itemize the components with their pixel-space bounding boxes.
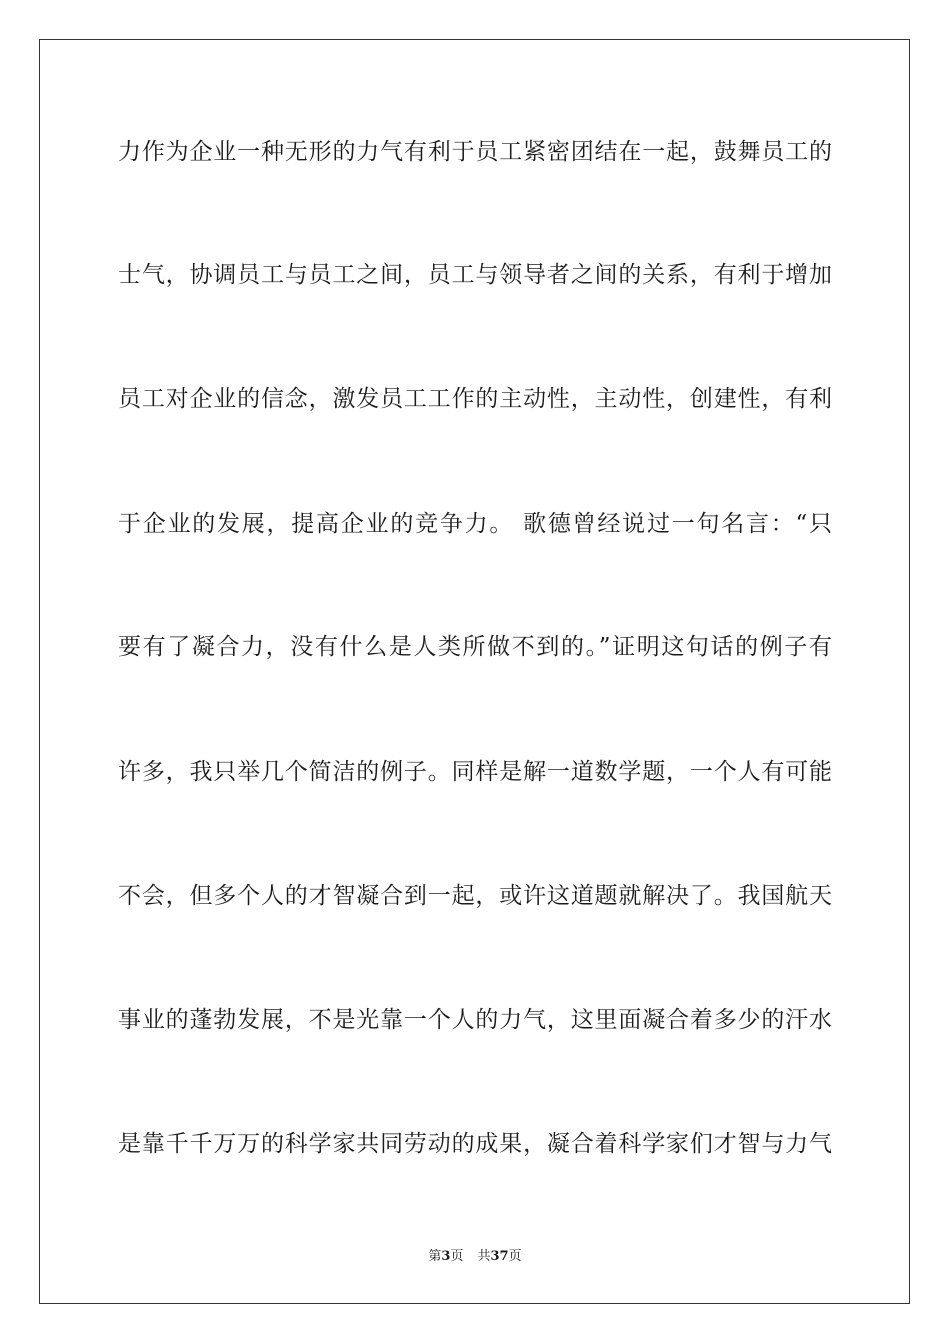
page-border: [39, 39, 910, 1304]
body-text-line: 许多，我只举几个简洁的例子。同样是解一道数学题，一个人有可能: [118, 759, 832, 785]
page-footer: [0, 1245, 950, 1264]
total-suffix: 页: [508, 1249, 522, 1264]
body-text-line: 要有了凝合力，没有什么是人类所做不到的。”证明这句话的例子有: [118, 634, 832, 660]
page-number: 3: [441, 1249, 451, 1264]
body-text-line: 力作为企业一种无形的力气有利于员工紧密团结在一起，鼓舞员工的: [118, 139, 832, 165]
body-text-line: 员工对企业的信念，激发员工工作的主动性，主动性，创建性，有利: [118, 386, 832, 412]
body-text-line: 士气，协调员工与员工之间，员工与领导者之间的关系，有利于增加: [118, 262, 832, 288]
body-text-line: 事业的蓬勃发展，不是光靠一个人的力气，这里面凝合着多少的汗水: [118, 1007, 832, 1033]
body-text-line: 是靠千千万万的科学家共同劳动的成果，凝合着科学家们才智与力气: [118, 1131, 832, 1157]
body-text-line: 于企业的发展，提高企业的竞争力。 歌德曾经说过一句名言：“只: [118, 511, 832, 537]
body-text-line: 不会，但多个人的才智凝合到一起，或许这道题就解决了。我国航天: [118, 883, 832, 909]
page-suffix: 页: [450, 1249, 464, 1264]
total-pages: 37: [490, 1249, 509, 1264]
total-prefix: 共: [477, 1249, 491, 1264]
page-prefix: 第: [428, 1249, 442, 1264]
